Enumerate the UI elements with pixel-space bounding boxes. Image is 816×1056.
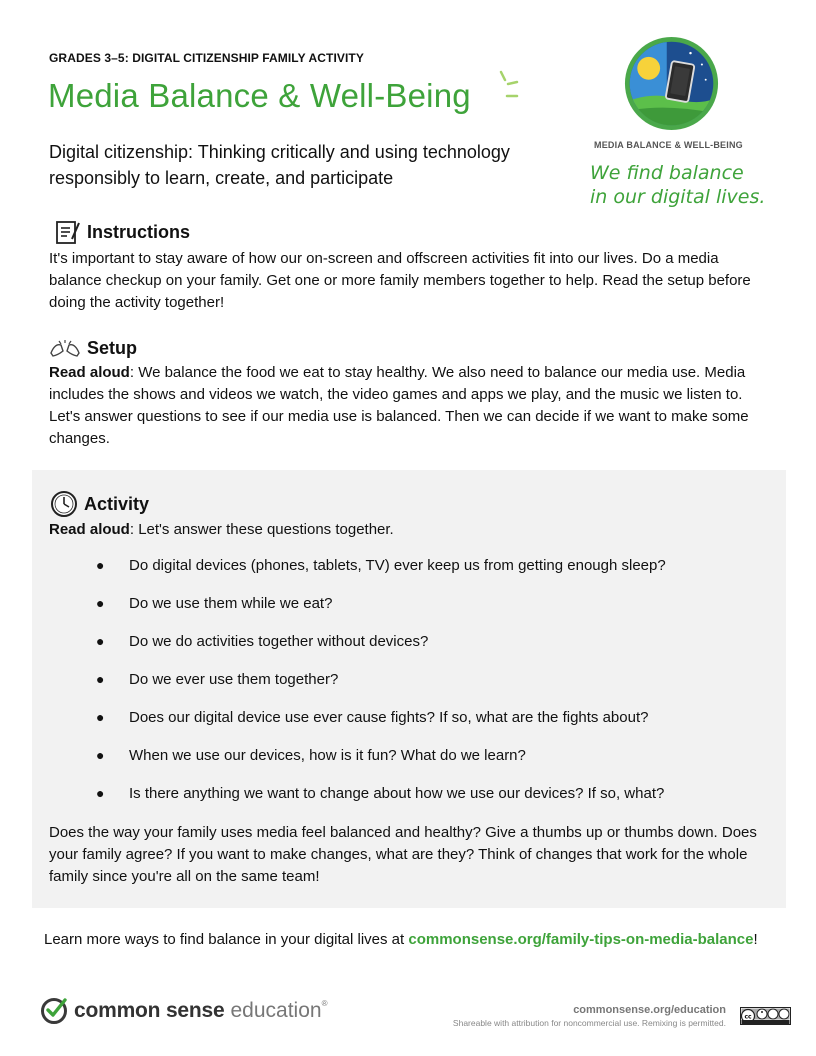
common-sense-logo <box>40 997 327 1025</box>
svg-text:cc: cc <box>744 1013 752 1021</box>
question-text: Does our digital device use ever cause fights? If so, what are the fights about? <box>129 709 649 726</box>
list-item: ● Does our digital device use ever cause fights? If so, what are the fights about? <box>96 709 649 726</box>
activity-intro <box>49 519 769 541</box>
checkmark-logo-icon <box>40 997 68 1025</box>
question-text: Do we use them while we eat? <box>129 595 333 612</box>
page-subtitle: Digital citizenship: Thinking critically and using technology responsibly to learn, create, and participate <box>49 142 510 188</box>
grade-kicker: GRADES 3–5: DIGITAL CITIZENSHIP FAMILY ACTIVITY <box>49 51 364 65</box>
sparkle-icon <box>497 70 525 102</box>
creative-commons-icon <box>740 1007 791 1025</box>
learn-more <box>44 931 758 948</box>
question-text: Do digital devices (phones, tablets, TV) ever keep us from getting enough sleep? <box>129 557 666 574</box>
question-text: Do we do activities together without devices? <box>129 633 429 650</box>
setup-read-aloud: Read aloud <box>49 364 130 381</box>
question-text: Do we ever use them together? <box>129 671 339 688</box>
instructions-heading <box>55 219 190 245</box>
footer-license-note: Shareable with attribution for noncommercial use. Remixing is permitted. <box>452 1018 726 1028</box>
activity-heading-text: Activity <box>84 493 150 514</box>
tagline-line-2: in our digital lives. <box>590 186 766 208</box>
activity-heading <box>50 490 149 518</box>
badge-tagline <box>590 161 790 209</box>
setup-body: : We balance the food we eat to stay healthy. We also need to balance our media use. Media includes the shows and videos we watch, the video games and apps we play, and the music we listen to. Let's answer questions to see if our media use is balanced. Then we can decide if we want to make some changes. <box>49 364 749 447</box>
learn-more-suffix: ! <box>753 931 758 948</box>
list-item: ● Do we ever use them together? <box>96 671 339 688</box>
brand-name-bold: common sense <box>74 999 225 1022</box>
list-item: ● Do we do activities together without devices? <box>96 633 429 650</box>
hands-icon <box>49 339 81 359</box>
checklist-icon <box>55 219 81 245</box>
instructions-text: It's important to stay aware of how our on-screen and offscreen activities fit into our lives. Do a media balance checkup on your family. Get one or more family members together to help. Read the setup before doing the activity together! <box>49 250 751 311</box>
footer-url[interactable]: commonsense.org/education <box>573 1004 726 1016</box>
brand-education: education <box>230 999 322 1022</box>
setup-heading-text: Setup <box>87 338 138 358</box>
footer-info <box>453 1004 726 1028</box>
instructions-heading-text: Instructions <box>87 221 191 242</box>
list-item: ● Do digital devices (phones, tablets, TV) ever keep us from getting enough sleep? <box>96 557 666 574</box>
learn-more-text: Learn more ways to find balance in your digital lives at <box>44 931 409 948</box>
trademark: ® <box>321 999 328 1008</box>
tagline-line-1: We find balance <box>590 162 744 184</box>
list-item: ● When we use our devices, how is it fun? What do we learn? <box>96 747 526 764</box>
activity-closing: Does the way your family uses media feel balanced and healthy? Give a thumbs up or thumbs down. Does your family agree? If you want to make changes, what are they? Think of changes that work for the whole family since you're all on the same team! <box>49 824 757 885</box>
clock-icon <box>50 490 78 518</box>
media-balance-badge-icon <box>624 36 719 131</box>
brand-name-light <box>231 999 328 1023</box>
activity-intro-text: : Let's answer these questions together. <box>129 521 394 538</box>
question-text: When we use our devices, how is it fun? What do we learn? <box>129 747 526 764</box>
list-item: ● Is there anything we want to change about how we use our devices? If so, what? <box>96 785 665 802</box>
setup-heading <box>49 338 137 359</box>
setup-text <box>49 362 769 450</box>
activity-panel <box>32 470 786 908</box>
page-title: Media Balance & Well-Being <box>48 77 471 114</box>
list-item: ● Do we use them while we eat? <box>96 595 333 612</box>
badge-label: MEDIA BALANCE & WELL-BEING <box>594 140 743 150</box>
question-text: Is there anything we want to change about how we use our devices? If so, what? <box>129 785 665 802</box>
activity-read-aloud: Read aloud <box>49 521 130 538</box>
media-balance-link[interactable]: commonsense.org/family-tips-on-media-balance <box>408 931 754 948</box>
